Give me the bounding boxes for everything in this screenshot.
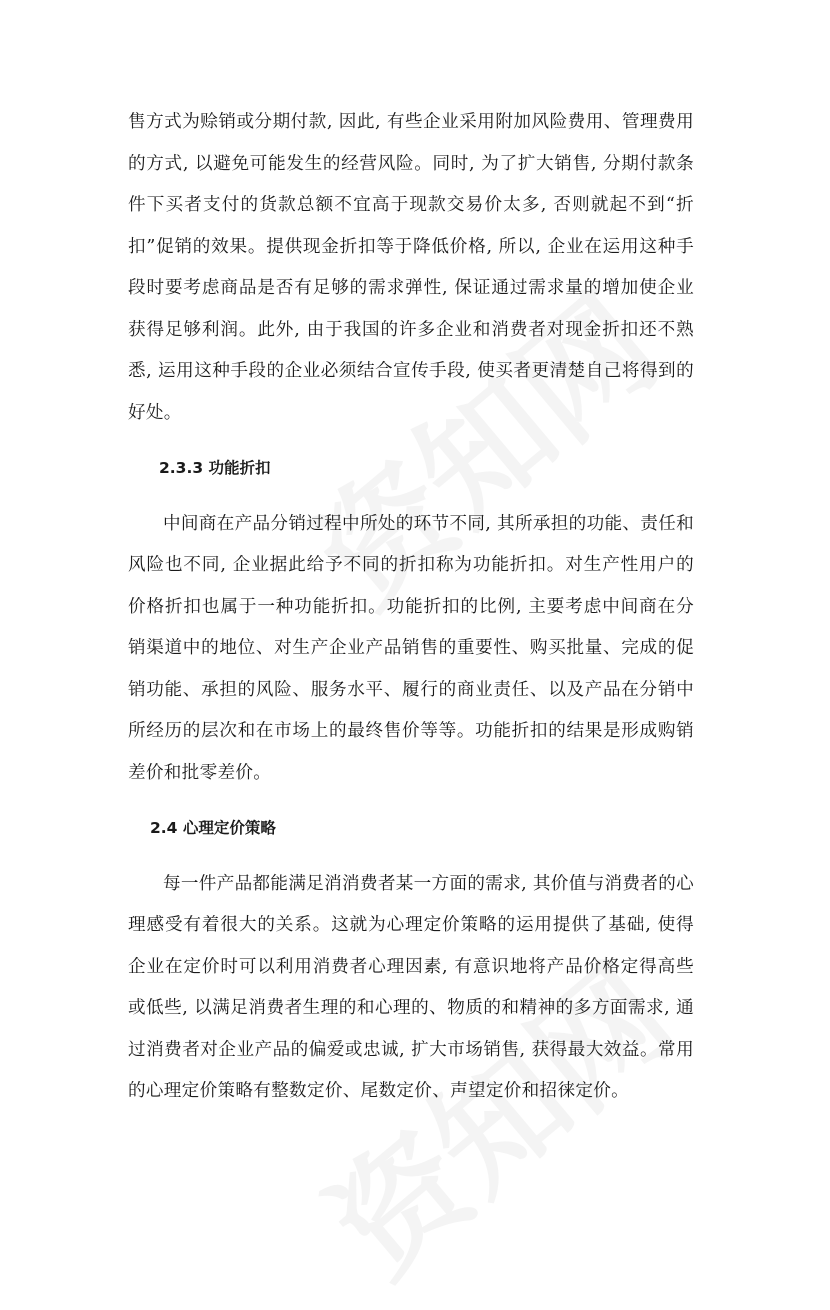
paragraph-psychological-pricing: 每一件产品都能满足消消费者某一方面的需求, 其价值与消费者的心理感受有着很大的关系。这就为心理定价策略的运用提供了基础, 使得企业在定价时可以利用消费者心理因素, 有意识地将产品价格定得高些或低些, 以满足消费者生理的和心理的、物质的和精神的多方面需求, 通过消费者对企业产品的偏爱或忠诚, 扩大市场销售, 获得最大效益。常用的心理定价策略有整数定价、尾数定价、声望定价和招徕定价。 bbox=[128, 873, 694, 1101]
document-body bbox=[128, 102, 694, 1113]
section-heading-psychological-pricing: 2.4 心理定价策略 bbox=[150, 819, 276, 837]
paragraph-cash-discount-continued: 售方式为赊销或分期付款, 因此, 有些企业采用附加风险费用、管理费用的方式, 以避免可能发生的经营风险。同时, 为了扩大销售, 分期付款条件下买者支付的货款总额不宜高于现款交易价太多, 否则就起不到“折扣”促销的效果。提供现金折扣等于降低价格, 所以, 企业在运用这种手段时要考虑商品是否有足够的需求弹性, 保证通过需求量的增加使企业获得足够利润。此外, 由于我国的许多企业和消费者对现金折扣还不熟悉, 运用这种手段的企业必须结合宣传手段, 使买者更清楚自己将得到的好处。 bbox=[128, 112, 694, 423]
paragraph-functional-discount: 中间商在产品分销过程中所处的环节不同, 其所承担的功能、责任和风险也不同, 企业据此给予不同的折扣称为功能折扣。对生产性用户的价格折扣也属于一种功能折扣。功能折扣的比例, 主要考虑中间商在分销渠道中的地位、对生产企业产品销售的重要性、购买批量、完成的促销功能、承担的风险、服务水平、履行的商业责任、以及产品在分销中所经历的层次和在市场上的最终售价等等。功能折扣的结果是形成购销差价和批零差价。 bbox=[128, 513, 694, 783]
section-heading-functional-discount: 2.3.3 功能折扣 bbox=[159, 459, 271, 477]
